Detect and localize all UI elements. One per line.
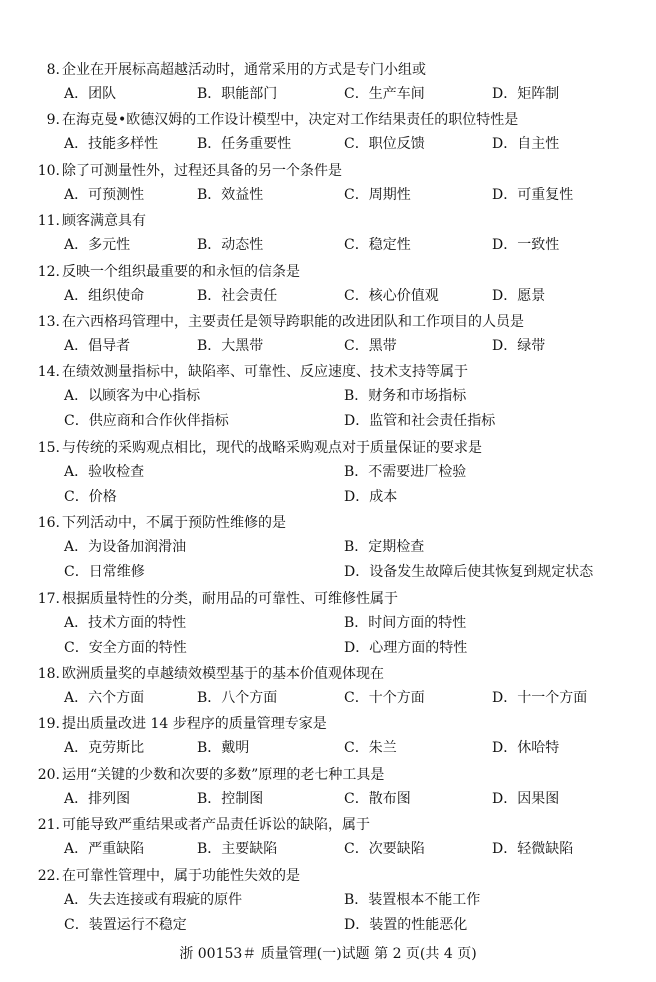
question-stem (34, 108, 646, 132)
answer-option: A．技能多样性 (64, 136, 159, 153)
question-number: 17. (37, 590, 60, 607)
option-row (34, 686, 646, 711)
question-text: 顾客满意具有 (62, 213, 146, 230)
question-text: 企业在开展标高超越活动时，通常采用的方式是专门小组或 (62, 62, 426, 78)
question-stem (34, 159, 646, 183)
answer-option: C．周期性 (344, 186, 411, 203)
answer-option: D．成本 (344, 488, 398, 505)
question-item (34, 159, 646, 208)
question-item (34, 511, 646, 585)
answer-option: B．职能部门 (197, 86, 278, 102)
question-text: 在海克曼•欧德汉姆的工作设计模型中，决定对工作结果责任的职位特性是 (62, 112, 519, 129)
answer-option: D．休哈特 (492, 740, 560, 757)
option-row (34, 384, 646, 409)
answer-option: A．验收检查 (64, 463, 145, 480)
answer-option: D．自主性 (492, 136, 560, 153)
answer-option: B．社会责任 (197, 287, 278, 304)
answer-option: A．技术方面的特性 (64, 614, 187, 631)
question-text: 在六西格玛管理中，主要责任是领导跨职能的改进团队和工作项目的人员是 (62, 314, 524, 330)
question-text: 欧洲质量奖的卓越绩效模型基于的基本价值观体现在 (62, 666, 384, 682)
answer-option: C．朱兰 (344, 740, 397, 757)
answer-option: B．戴明 (197, 740, 250, 757)
answer-option: C．日常维修 (64, 564, 145, 581)
answer-option: B．时间方面的特性 (344, 614, 467, 631)
answer-option: C．供应商和合作伙伴指标 (64, 413, 229, 430)
question-number: 9. (46, 112, 60, 129)
question-stem (34, 360, 646, 384)
question-text: 可能导致严重结果或者产品责任诉讼的缺陷，属于 (62, 817, 370, 834)
answer-option: D．绿带 (492, 338, 546, 354)
question-item (34, 58, 646, 107)
question-number: 13. (37, 314, 60, 330)
question-number: 15. (37, 439, 60, 456)
answer-option: C．次要缺陷 (344, 841, 425, 858)
question-number: 20. (37, 766, 60, 783)
question-number: 12. (37, 263, 60, 280)
question-stem (34, 209, 646, 233)
answer-option: C．价格 (64, 488, 117, 505)
answer-option: C．生产车间 (344, 86, 425, 102)
question-stem (34, 763, 646, 787)
answer-option: C．稳定性 (344, 237, 411, 254)
answer-option: A．倡导者 (64, 338, 131, 354)
question-item (34, 763, 646, 812)
answer-option: B．八个方面 (197, 690, 278, 706)
answer-option: B．财务和市场指标 (344, 388, 467, 405)
answer-option: A．团队 (64, 86, 117, 102)
option-row (34, 183, 646, 208)
answer-option: B．主要缺陷 (197, 841, 278, 858)
answer-option: C．安全方面的特性 (64, 639, 187, 656)
question-stem (34, 712, 646, 736)
question-text: 下列活动中，不属于预防性维修的是 (62, 515, 286, 532)
answer-option: A．组织使命 (64, 287, 145, 304)
question-number: 10. (37, 162, 60, 179)
option-row (34, 611, 646, 636)
question-text: 根据质量特性的分类，耐用品的可靠性、可维修性属于 (62, 590, 398, 607)
answer-option: B．大黑带 (197, 338, 264, 354)
answer-option: B．效益性 (197, 186, 264, 203)
question-item (34, 864, 646, 938)
answer-option: D．可重复性 (492, 186, 574, 203)
answer-option: D．装置的性能恶化 (344, 916, 468, 933)
answer-option: A．严重缺陷 (64, 841, 145, 858)
question-text: 反映一个组织最重要的和永恒的信条是 (62, 263, 300, 280)
question-number: 14. (37, 364, 60, 381)
answer-option: D．因果图 (492, 790, 560, 807)
option-row (34, 736, 646, 761)
answer-option: C．十个方面 (344, 690, 425, 706)
answer-option: A．可预测性 (64, 186, 145, 203)
answer-option: B．任务重要性 (197, 136, 292, 153)
question-item (34, 360, 646, 434)
option-row (34, 233, 646, 258)
answer-option: C．装置运行不稳定 (64, 916, 187, 933)
option-row (34, 787, 646, 812)
page-footer: 浙 00153＃ 质量管理(一)试题 第 2 页(共 4 页) (179, 946, 477, 962)
answer-option: A．排列图 (64, 790, 131, 807)
option-row (34, 82, 646, 107)
option-row (34, 334, 646, 359)
question-number: 16. (37, 515, 60, 532)
option-row (34, 535, 646, 560)
question-item (34, 813, 646, 862)
question-text: 在可靠性管理中，属于功能性失效的是 (62, 867, 300, 884)
answer-option: D．一致性 (492, 237, 560, 254)
question-item (34, 587, 646, 661)
question-stem (34, 864, 646, 888)
question-item (34, 108, 646, 157)
option-row (34, 460, 646, 485)
answer-option: D．矩阵制 (492, 86, 560, 102)
answer-option: C．职位反馈 (344, 136, 425, 153)
answer-option: D．十一个方面 (492, 690, 588, 706)
question-stem (34, 260, 646, 284)
question-item (34, 260, 646, 309)
option-row (34, 636, 646, 661)
answer-option: B．控制图 (197, 790, 264, 807)
answer-option: D．监管和社会责任指标 (344, 413, 496, 430)
answer-option: A．六个方面 (64, 690, 145, 706)
option-row (34, 132, 646, 157)
answer-option: A．克劳斯比 (64, 740, 145, 757)
question-text: 除了可测量性外，过程还具备的另一个条件是 (62, 162, 342, 179)
answer-option: A．失去连接或有瑕疵的原件 (64, 891, 243, 908)
question-number: 8. (46, 62, 60, 78)
answer-option: D．愿景 (492, 287, 546, 304)
question-number: 18. (37, 666, 60, 682)
option-row (34, 837, 646, 862)
question-number: 11. (37, 213, 60, 230)
question-stem (34, 662, 646, 686)
question-text: 在绩效测量指标中，缺陷率、可靠性、反应速度、技术支持等属于 (62, 364, 468, 381)
question-stem (34, 58, 646, 82)
answer-option: B．定期检查 (344, 539, 425, 556)
question-item (34, 310, 646, 359)
question-stem (34, 587, 646, 611)
question-stem (34, 436, 646, 460)
question-stem (34, 310, 646, 334)
question-number: 19. (37, 716, 60, 733)
answer-option: C．核心价值观 (344, 287, 439, 304)
answer-option: B．动态性 (197, 237, 264, 254)
answer-option: D．轻微缺陷 (492, 841, 574, 858)
question-number: 21. (37, 817, 60, 834)
question-text: 提出质量改进 14 步程序的质量管理专家是 (62, 716, 327, 733)
answer-option: A．为设备加润滑油 (64, 539, 187, 556)
question-text: 运用“关键的少数和次要的多数”原理的老七种工具是 (62, 766, 385, 783)
question-stem (34, 511, 646, 535)
question-item (34, 209, 646, 258)
answer-option: C．散布图 (344, 790, 411, 807)
option-row (34, 913, 646, 938)
question-text: 与传统的采购观点相比，现代的战略采购观点对于质量保证的要求是 (62, 439, 482, 456)
answer-option: C．黑带 (344, 338, 397, 354)
answer-option: A．以顾客为中心指标 (64, 388, 201, 405)
answer-option: D．设备发生故障后使其恢复到规定状态 (344, 564, 594, 581)
question-number: 22. (37, 867, 60, 884)
option-row (34, 560, 646, 585)
option-row (34, 888, 646, 913)
option-row (34, 485, 646, 510)
option-row (34, 409, 646, 434)
question-item (34, 662, 646, 711)
answer-option: B．不需要进厂检验 (344, 463, 467, 480)
answer-option: B．装置根本不能工作 (344, 891, 481, 908)
answer-option: A．多元性 (64, 237, 131, 254)
question-stem (34, 813, 646, 837)
question-item (34, 712, 646, 761)
answer-option: D．心理方面的特性 (344, 639, 468, 656)
option-row (34, 284, 646, 309)
question-item (34, 436, 646, 510)
